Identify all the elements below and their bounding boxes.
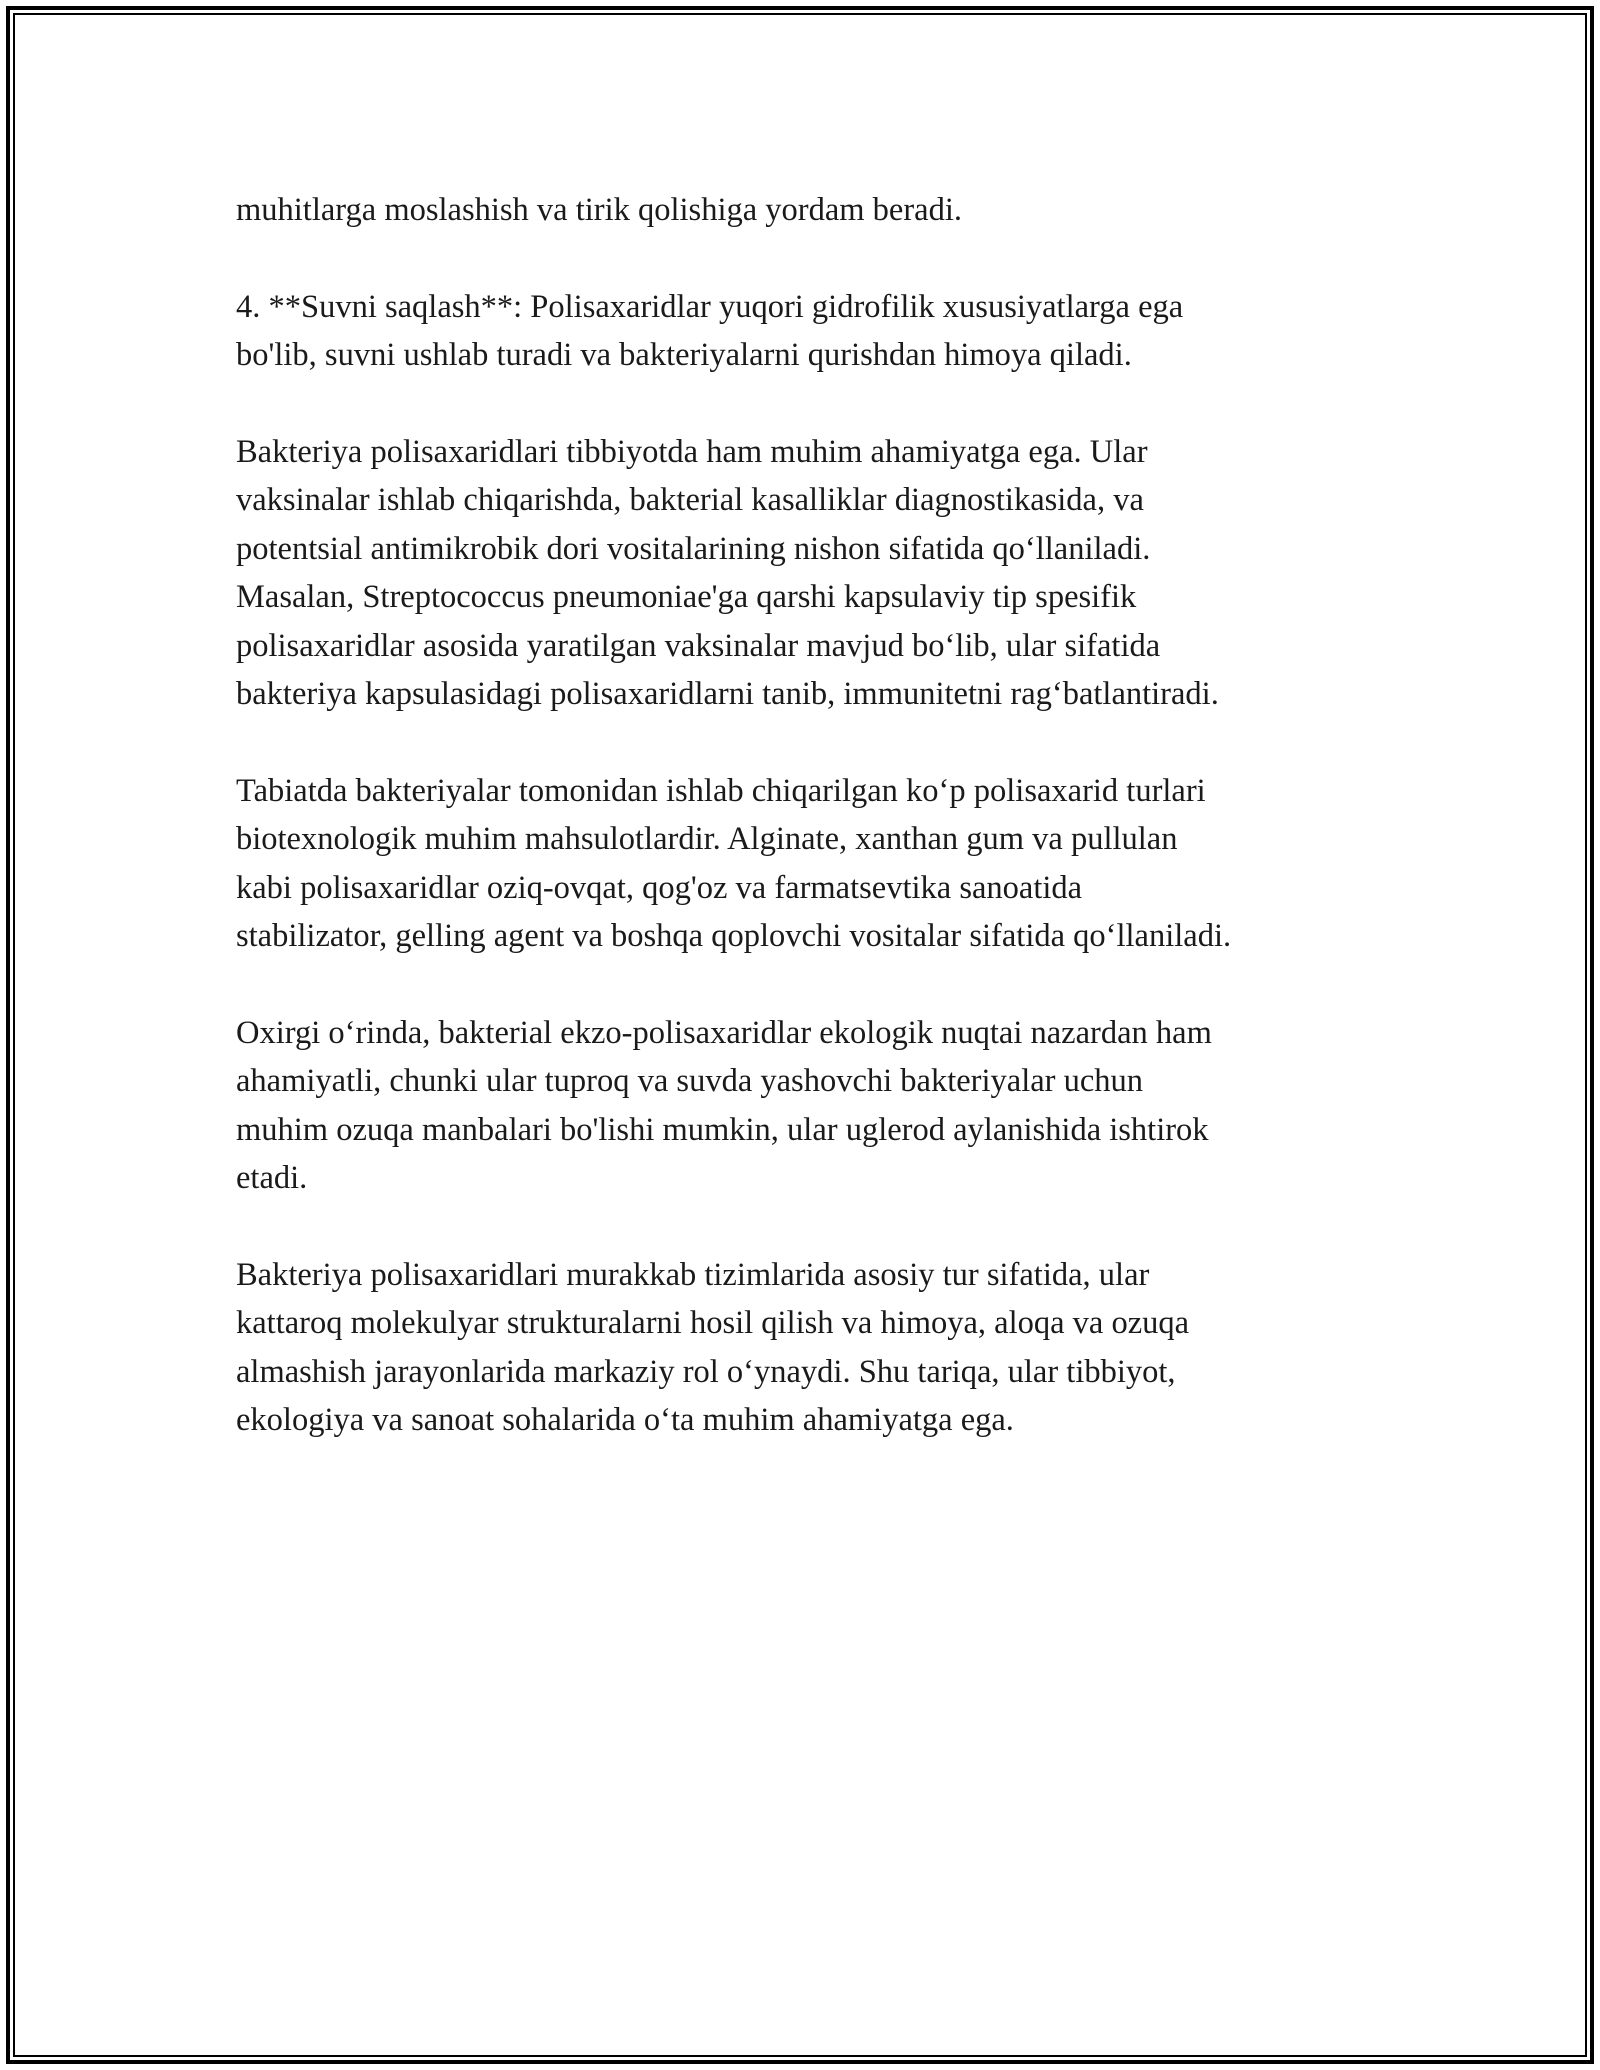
document-body	[236, 186, 1386, 1493]
paragraph-continuation: muhitlarga moslashish va tirik qolishiga yordam beradi.	[236, 192, 963, 228]
paragraph-biotechnology: Tabiatda bakteriyalar tomonidan ishlab chiqarilgan ko‘p polisaxarid turlari biotexnologik muhim mahsulotlardir. Alginate, xanthan gum va pullulan kabi polisaxaridlar oziq-ovqat, qog'oz va farmatsevtika sanoatida stabilizator, gelling agent va boshqa qoplovchi vositalar sifatida qo‘llaniladi.	[236, 772, 1232, 955]
paragraph-conclusion: Bakteriya polisaxaridlari murakkab tizimlarida asosiy tur sifatida, ular kattaroq molekulyar strukturalarni hosil qilish va himoya, aloqa va ozuqa almashish jarayonlarida markaziy rol o‘ynaydi. Shu tariqa, ular tibbiyot, ekologiya va sanoat sohalarida o‘ta muhim ahamiyatga ega.	[236, 1256, 1190, 1439]
paragraph-ecology: Oxirgi o‘rinda, bakterial ekzo-polisaxaridlar ekologik nuqtai nazardan ham ahamiyatli, chunki ular tuproq va suvda yashovchi bakteriyalar uchun muhim ozuqa manbalari bo'lishi mumkin, ular uglerod aylanishida ishtirok etadi.	[236, 1014, 1212, 1197]
paragraph-water-retention: 4. **Suvni saqlash**: Polisaxaridlar yuqori gidrofilik xususiyatlarga ega bo'lib, suvni ushlab turadi va bakteriyalarni qurishdan himoya qiladi.	[236, 288, 1184, 374]
paragraph-medicine: Bakteriya polisaxaridlari tibbiyotda ham muhim ahamiyatga ega. Ular vaksinalar ishlab chiqarishda, bakterial kasalliklar diagnostikasida, va potentsial antimikrobik dori vositalarining nishon sifatida qo‘llaniladi. Masalan, Streptococcus pneumoniae'ga qarshi kapsulaviy tip spesifik polisaxaridlar asosida yaratilgan vaksinalar mavjud bo‘lib, ular sifatida bakteriya kapsulasidagi polisaxaridlarni tanib, immunitetni rag‘batlantiradi.	[236, 434, 1219, 713]
